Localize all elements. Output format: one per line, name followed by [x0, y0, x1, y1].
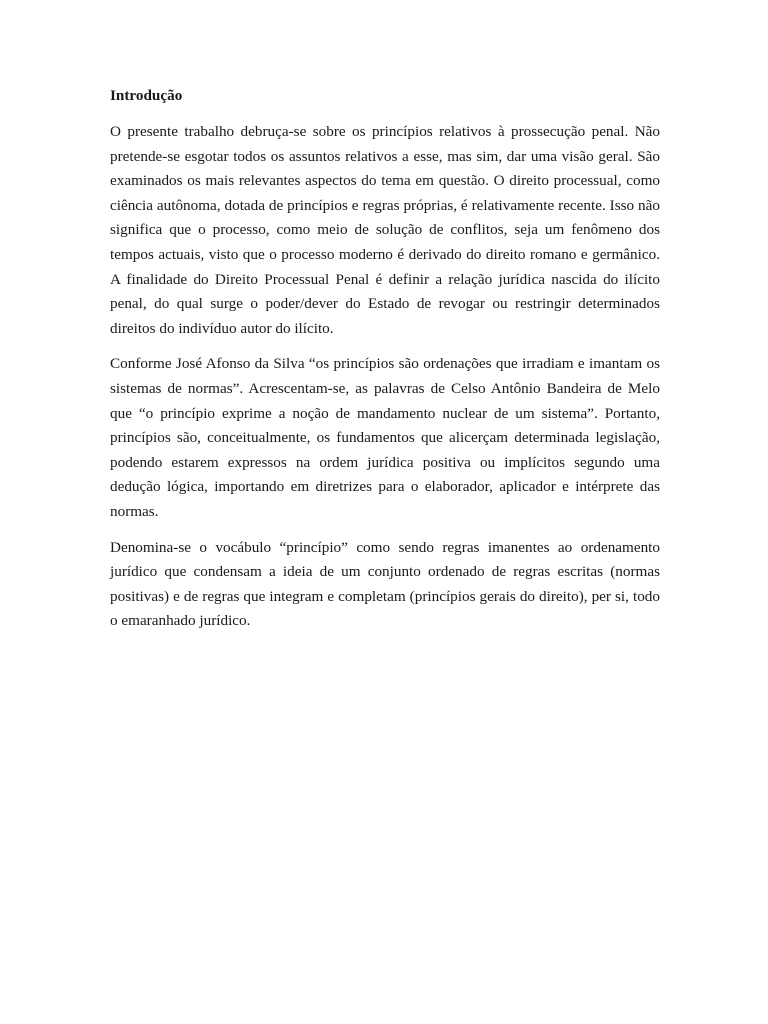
- paragraph-3: Denomina-se o vocábulo “princípio” como sendo regras imanentes ao ordenamento jurídico que condensam a ideia de um conjunto ordenado de regras escritas (normas positivas) e de regras que integram e completam (princípios gerais do direito), per si, todo o emaranhado jurídico.: [110, 538, 660, 630]
- section-heading: Introdução: [110, 87, 183, 104]
- paragraph-2: Conforme José Afonso da Silva “os princípios são ordenações que irradiam e imantam os sistemas de normas”. Acrescentam-se, as palavras de Celso Antônio Bandeira de Melo que “o princípio exprime a noção de mandamento nuclear de um sistema”. Portanto, princípios são, conceitualmente, os fundamentos que alicerçam determinada legislação, podendo estarem expressos na ordem jurídica positiva ou implícitos segundo uma dedução lógica, importando em diretrizes para o elaborador, aplicador e intérprete das normas.: [110, 355, 660, 520]
- paragraph-1: O presente trabalho debruça-se sobre os princípios relativos à prossecução penal. Não pretende-se esgotar todos os assuntos relativos a esse, mas sim, dar uma visão geral. São examinados os mais relevantes aspectos do tema em questão. O direito processual, como ciência autônoma, dotada de princípios e regras próprias, é relativamente recente. Isso não significa que o processo, como meio de solução de conflitos, seja um fenômeno dos tempos actuais, visto que o processo moderno é derivado do direito romano e germânico. A finalidade do Direito Processual Penal é definir a relação jurídica nascida do ilícito penal, do qual surge o poder/dever do Estado de revogar ou restringir determinados direitos do indivíduo autor do ilícito.: [110, 123, 660, 337]
- document-body: [110, 84, 660, 645]
